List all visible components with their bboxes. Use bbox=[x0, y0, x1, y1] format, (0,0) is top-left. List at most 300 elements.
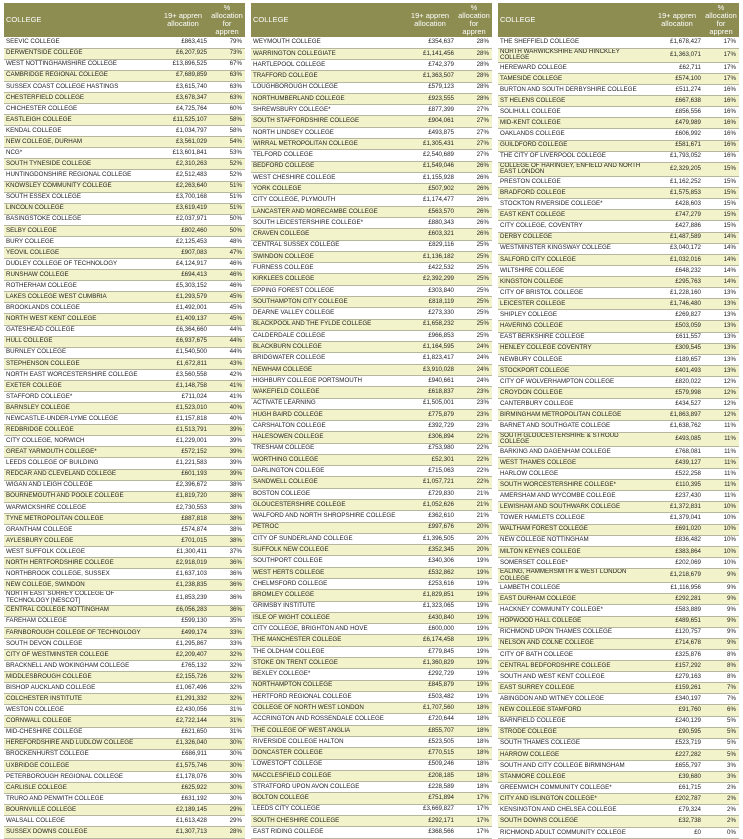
percent-cell: 44% bbox=[209, 325, 245, 336]
table-row bbox=[498, 727, 739, 738]
allocation-cell: £603,321 bbox=[404, 229, 456, 240]
percent-cell: 7% bbox=[703, 694, 739, 705]
percent-cell: 17% bbox=[703, 73, 739, 84]
allocation-cell: £507,902 bbox=[404, 184, 456, 195]
college-name-cell: GREENWICH COMMUNITY COLLEGE* bbox=[498, 783, 651, 794]
allocation-cell: £1,363,071 bbox=[651, 48, 703, 62]
percent-cell: 37% bbox=[209, 547, 245, 558]
table-row bbox=[4, 336, 245, 347]
allocation-cell: £4,725,764 bbox=[157, 103, 209, 114]
allocation-cell: £2,722,144 bbox=[157, 716, 209, 727]
table-row bbox=[251, 330, 492, 341]
college-name-cell: KNOWSLEY COMMUNITY COLLEGE bbox=[4, 181, 157, 192]
percent-cell: 32% bbox=[209, 694, 245, 705]
allocation-cell: £904,061 bbox=[404, 116, 456, 127]
college-name-cell: WIRRAL METROPOLITAN COLLEGE bbox=[251, 139, 404, 150]
college-name-cell: EALING, HAMMERSMITH & WEST LONDON COLLEGE bbox=[498, 568, 651, 582]
table-row bbox=[251, 353, 492, 364]
college-name-cell: EAST SURREY COLLEGE bbox=[498, 683, 651, 694]
percent-cell: 14% bbox=[703, 254, 739, 265]
percent-cell: 22% bbox=[456, 466, 492, 477]
allocation-cell: £1,487,589 bbox=[651, 232, 703, 243]
allocation-cell: £509,246 bbox=[404, 759, 456, 770]
allocation-cell: £2,263,640 bbox=[157, 181, 209, 192]
percent-cell: 2% bbox=[703, 783, 739, 794]
table-row bbox=[4, 605, 245, 616]
allocation-cell: £611,557 bbox=[651, 332, 703, 343]
percent-cell: 52% bbox=[209, 159, 245, 170]
percent-cell: 32% bbox=[209, 649, 245, 660]
college-name-cell: CENTRAL COLLEGE NOTTINGHAM bbox=[4, 605, 157, 616]
table-row bbox=[251, 533, 492, 544]
college-name-cell: SHREWSBURY COLLEGE* bbox=[251, 105, 404, 116]
college-name-cell: TRAFFORD COLLEGE bbox=[251, 71, 404, 82]
percent-cell: 17% bbox=[456, 793, 492, 804]
table-row bbox=[4, 170, 245, 181]
allocation-cell: £5,303,152 bbox=[157, 281, 209, 292]
allocation-cell: £887,818 bbox=[157, 513, 209, 524]
college-name-cell: NORTH WARWICKSHIRE AND HINCKLEY COLLEGE bbox=[498, 48, 651, 62]
allocation-header: 19+ appren allocation bbox=[157, 3, 209, 37]
allocation-cell: £1,523,010 bbox=[157, 403, 209, 414]
allocation-cell: £6,174,458 bbox=[404, 635, 456, 646]
college-name-cell: HUGH BAIRD COLLEGE bbox=[251, 409, 404, 420]
percent-cell: 54% bbox=[209, 137, 245, 148]
college-name-cell: BARKING AND DAGENHAM COLLEGE bbox=[498, 446, 651, 457]
percent-cell: 45% bbox=[209, 303, 245, 314]
percent-cell: 36% bbox=[209, 591, 245, 605]
allocation-cell: £292,281 bbox=[651, 594, 703, 605]
allocation-cell: £1,829,851 bbox=[404, 590, 456, 601]
college-name-cell: ABINGDON AND WITNEY COLLEGE bbox=[498, 694, 651, 705]
table-row bbox=[251, 477, 492, 488]
college-name-cell: SOUTH LEICESTERSHIRE COLLEGE* bbox=[251, 218, 404, 229]
table-row bbox=[251, 691, 492, 702]
table-row bbox=[498, 627, 739, 638]
percent-cell: 32% bbox=[209, 661, 245, 672]
college-name-cell: BURNLEY COLLEGE bbox=[4, 347, 157, 358]
allocation-cell: £1,863,897 bbox=[651, 410, 703, 421]
table-row bbox=[251, 454, 492, 465]
percent-cell: 27% bbox=[456, 116, 492, 127]
college-name-cell: STOCKTON RIVERSIDE COLLEGE* bbox=[498, 199, 651, 210]
college-name-cell: SOUTH AND CITY COLLEGE BIRMINGHAM bbox=[498, 760, 651, 771]
college-name-cell: DERBY COLLEGE bbox=[498, 232, 651, 243]
table-row bbox=[251, 736, 492, 747]
table-row bbox=[251, 398, 492, 409]
college-name-cell: RICHMOND UPON THAMES COLLEGE bbox=[498, 627, 651, 638]
table-row bbox=[4, 827, 245, 839]
percent-cell: 25% bbox=[456, 251, 492, 262]
college-name-cell: THE SHEFFIELD COLLEGE bbox=[498, 37, 651, 48]
percent-cell: 79% bbox=[209, 37, 245, 48]
table-row bbox=[251, 274, 492, 285]
college-name-cell: BARNFIELD COLLEGE bbox=[498, 716, 651, 727]
percent-cell: 17% bbox=[456, 815, 492, 826]
percent-cell: 25% bbox=[456, 240, 492, 251]
table-row bbox=[251, 319, 492, 330]
percent-cell: 13% bbox=[703, 354, 739, 365]
table-header-row bbox=[498, 3, 739, 37]
table-row bbox=[4, 236, 245, 247]
allocation-cell: £1,300,411 bbox=[157, 547, 209, 558]
allocation-cell: £1,057,721 bbox=[404, 477, 456, 488]
allocation-cell: £2,392,299 bbox=[404, 274, 456, 285]
percent-header: % allocation for appren bbox=[456, 3, 492, 37]
allocation-cell: £648,232 bbox=[651, 265, 703, 276]
table-row bbox=[251, 93, 492, 104]
allocation-cell: £765,132 bbox=[157, 661, 209, 672]
table-row bbox=[4, 480, 245, 491]
college-name-cell: TELFORD COLLEGE bbox=[251, 150, 404, 161]
allocation-cell: £1,218,679 bbox=[651, 568, 703, 582]
college-name-cell: GRIMSBY INSTITUTE bbox=[251, 601, 404, 612]
allocation-cell: £877,399 bbox=[404, 105, 456, 116]
college-name-cell: HIGHBURY COLLEGE PORTSMOUTH bbox=[251, 375, 404, 386]
table-row bbox=[498, 221, 739, 232]
college-name-cell: STAFFORD COLLEGE* bbox=[4, 392, 157, 403]
percent-cell: 14% bbox=[703, 243, 739, 254]
table-row bbox=[4, 181, 245, 192]
percent-cell: 19% bbox=[456, 657, 492, 668]
table-row bbox=[498, 277, 739, 288]
college-name-cell: STOKE ON TRENT COLLEGE bbox=[251, 657, 404, 668]
allocation-cell: £729,830 bbox=[404, 488, 456, 499]
college-name-cell: EAST RIDING COLLEGE bbox=[251, 827, 404, 839]
allocation-cell: £62,711 bbox=[651, 62, 703, 73]
percent-cell: 26% bbox=[456, 218, 492, 229]
percent-cell: 46% bbox=[209, 281, 245, 292]
table-row bbox=[498, 524, 739, 535]
percent-cell: 26% bbox=[456, 206, 492, 217]
percent-cell: 19% bbox=[456, 590, 492, 601]
table-row bbox=[4, 513, 245, 524]
percent-cell: 25% bbox=[456, 308, 492, 319]
allocation-cell: £599,130 bbox=[157, 616, 209, 627]
percent-cell: 28% bbox=[456, 60, 492, 71]
allocation-table-1 bbox=[4, 3, 245, 839]
percent-cell: 30% bbox=[209, 749, 245, 760]
table-row bbox=[4, 649, 245, 660]
allocation-cell: £1,707,560 bbox=[404, 703, 456, 714]
percent-cell: 30% bbox=[209, 794, 245, 805]
allocation-cell: £1,034,797 bbox=[157, 126, 209, 137]
table-row bbox=[4, 627, 245, 638]
percent-cell: 5% bbox=[703, 738, 739, 749]
percent-cell: 51% bbox=[209, 181, 245, 192]
table-row bbox=[498, 694, 739, 705]
percent-cell: 31% bbox=[209, 727, 245, 738]
college-name-cell: REDBRIDGE COLLEGE bbox=[4, 425, 157, 436]
table-row bbox=[4, 569, 245, 580]
table-row bbox=[251, 669, 492, 680]
college-name-cell: CHELMSFORD COLLEGE bbox=[251, 579, 404, 590]
table-row bbox=[498, 513, 739, 524]
allocation-cell: £13,601,841 bbox=[157, 148, 209, 159]
percent-cell: 63% bbox=[209, 81, 245, 92]
percent-cell: 15% bbox=[703, 221, 739, 232]
percent-cell: 38% bbox=[209, 491, 245, 502]
percent-cell: 20% bbox=[456, 522, 492, 533]
percent-cell: 9% bbox=[703, 568, 739, 582]
percent-cell: 26% bbox=[456, 229, 492, 240]
allocation-cell: £1,052,626 bbox=[404, 500, 456, 511]
college-name-cell: YORK COLLEGE bbox=[251, 184, 404, 195]
table-row bbox=[251, 793, 492, 804]
college-name-cell: SELBY COLLEGE bbox=[4, 225, 157, 236]
table-row bbox=[498, 48, 739, 62]
table-row bbox=[498, 232, 739, 243]
table-row bbox=[251, 635, 492, 646]
college-name-cell: PETROC bbox=[251, 522, 404, 533]
percent-cell: 25% bbox=[456, 330, 492, 341]
table-row bbox=[498, 410, 739, 421]
table-row bbox=[4, 92, 245, 103]
college-name-cell: BROOKLANDS COLLEGE bbox=[4, 303, 157, 314]
college-name-cell: SOUTH WORCESTERSHIRE COLLEGE* bbox=[498, 480, 651, 491]
allocation-cell: £1,307,713 bbox=[157, 827, 209, 839]
percent-cell: 46% bbox=[209, 259, 245, 270]
college-name-cell: COLLEGE OF HARINGEY, ENFIELD AND NORTH EAST LONDON bbox=[498, 162, 651, 176]
table-row bbox=[498, 502, 739, 513]
percent-cell: 19% bbox=[456, 567, 492, 578]
college-name-cell: FARNBOROUGH COLLEGE OF TECHNOLOGY bbox=[4, 627, 157, 638]
allocation-cell: £3,560,558 bbox=[157, 369, 209, 380]
allocation-cell: £11,525,107 bbox=[157, 115, 209, 126]
college-name-cell: SOUTH DOWNS COLLEGE bbox=[498, 816, 651, 827]
allocation-cell: £1,228,160 bbox=[651, 288, 703, 299]
allocation-cell: £1,032,016 bbox=[651, 254, 703, 265]
college-name-cell: CITY COLLEGE, NORWICH bbox=[4, 436, 157, 447]
allocation-cell: £1,178,076 bbox=[157, 771, 209, 782]
college-name-cell: NORTH EAST SURREY COLLEGE OF TECHNOLOGY [NESCOT] bbox=[4, 591, 157, 605]
college-name-cell: WEST CHESHIRE COLLEGE bbox=[251, 172, 404, 183]
college-name-cell: NEW COLLEGE STAMFORD bbox=[498, 705, 651, 716]
percent-cell: 26% bbox=[456, 161, 492, 172]
table-row bbox=[4, 469, 245, 480]
percent-cell: 10% bbox=[703, 546, 739, 557]
allocation-cell: £120,757 bbox=[651, 627, 703, 638]
allocation-cell: £1,291,332 bbox=[157, 694, 209, 705]
table-row bbox=[4, 347, 245, 358]
college-name-cell: EAST BERKSHIRE COLLEGE bbox=[498, 332, 651, 343]
percent-cell: 11% bbox=[703, 446, 739, 457]
allocation-cell: £655,797 bbox=[651, 760, 703, 771]
college-name-cell: SOUTH DEVON COLLEGE bbox=[4, 638, 157, 649]
allocation-cell: £618,837 bbox=[404, 387, 456, 398]
college-name-cell: CALDERDALE COLLEGE bbox=[251, 330, 404, 341]
table-row bbox=[4, 292, 245, 303]
table-row bbox=[498, 583, 739, 594]
table-row bbox=[251, 37, 492, 48]
college-name-cell: HULL COLLEGE bbox=[4, 336, 157, 347]
college-name-cell: MID-CHESHIRE COLLEGE bbox=[4, 727, 157, 738]
table-row bbox=[4, 270, 245, 281]
college-name-cell: LOUGHBOROUGH COLLEGE bbox=[251, 82, 404, 93]
allocation-cell: £855,707 bbox=[404, 725, 456, 736]
table-row bbox=[4, 738, 245, 749]
college-name-cell: CITY COLLEGE, COVENTRY bbox=[498, 221, 651, 232]
college-name-cell: CITY OF BRISTOL COLLEGE bbox=[498, 288, 651, 299]
percent-cell: 8% bbox=[703, 649, 739, 660]
college-name-cell: SOUTH TYNESIDE COLLEGE bbox=[4, 159, 157, 170]
percent-cell: 12% bbox=[703, 377, 739, 388]
percent-cell: 33% bbox=[209, 638, 245, 649]
table-row bbox=[4, 159, 245, 170]
table-row bbox=[4, 203, 245, 214]
allocation-cell: £907,083 bbox=[157, 247, 209, 258]
percent-cell: 60% bbox=[209, 103, 245, 114]
allocation-cell: £3,615,740 bbox=[157, 81, 209, 92]
allocation-cell: £6,937,675 bbox=[157, 336, 209, 347]
percent-cell: 16% bbox=[703, 151, 739, 162]
table-row bbox=[251, 759, 492, 770]
allocation-cell: £3,910,028 bbox=[404, 364, 456, 375]
table-row bbox=[498, 749, 739, 760]
table-row bbox=[498, 616, 739, 627]
allocation-cell: £2,209,407 bbox=[157, 649, 209, 660]
table-row bbox=[251, 680, 492, 691]
percent-cell: 14% bbox=[703, 277, 739, 288]
college-name-cell: WESTMINSTER KINGSWAY COLLEGE bbox=[498, 243, 651, 254]
percent-cell: 33% bbox=[209, 627, 245, 638]
allocation-cell: £240,129 bbox=[651, 716, 703, 727]
college-name-cell: CANTERBURY COLLEGE bbox=[498, 399, 651, 410]
percent-cell: 51% bbox=[209, 203, 245, 214]
table-row bbox=[251, 421, 492, 432]
table-row bbox=[498, 118, 739, 129]
table-row bbox=[251, 522, 492, 533]
table-row bbox=[251, 748, 492, 759]
percent-cell: 45% bbox=[209, 292, 245, 303]
allocation-cell: £523,719 bbox=[651, 738, 703, 749]
allocation-cell: £818,119 bbox=[404, 296, 456, 307]
allocation-cell: £1,157,818 bbox=[157, 414, 209, 425]
table-row bbox=[4, 369, 245, 380]
table-row bbox=[251, 500, 492, 511]
percent-cell: 3% bbox=[703, 760, 739, 771]
allocation-cell: £829,116 bbox=[404, 240, 456, 251]
allocation-cell: £493,875 bbox=[404, 127, 456, 138]
college-name-cell: ST HELENS COLLEGE bbox=[498, 96, 651, 107]
table-row bbox=[251, 296, 492, 307]
table-row bbox=[498, 96, 739, 107]
table-header-row bbox=[251, 3, 492, 37]
table-row bbox=[4, 547, 245, 558]
college-name-cell: HARLOW COLLEGE bbox=[498, 468, 651, 479]
college-name-cell: CITY OF WESTMINSTER COLLEGE bbox=[4, 649, 157, 660]
table-row bbox=[498, 794, 739, 805]
college-name-cell: GLOUCESTERSHIRE COLLEGE bbox=[251, 500, 404, 511]
allocation-cell: £1,505,001 bbox=[404, 398, 456, 409]
percent-cell: 28% bbox=[456, 48, 492, 59]
allocation-cell: £110,395 bbox=[651, 480, 703, 491]
allocation-cell: £1,823,417 bbox=[404, 353, 456, 364]
college-name-cell: SEEVIC COLLEGE bbox=[4, 37, 157, 48]
college-name-cell: BROCKENHURST COLLEGE bbox=[4, 749, 157, 760]
allocation-cell: £493,085 bbox=[651, 432, 703, 446]
table-row bbox=[498, 491, 739, 502]
allocation-cell: £1,162,252 bbox=[651, 177, 703, 188]
percent-cell: 31% bbox=[209, 705, 245, 716]
allocation-cell: £966,853 bbox=[404, 330, 456, 341]
table-row bbox=[498, 421, 739, 432]
percent-cell: 38% bbox=[209, 524, 245, 535]
allocation-cell: £273,330 bbox=[404, 308, 456, 319]
table-row bbox=[251, 567, 492, 578]
allocation-cell: £1,305,431 bbox=[404, 139, 456, 150]
percent-cell: 3% bbox=[703, 772, 739, 783]
allocation-cell: £1,363,507 bbox=[404, 71, 456, 82]
allocation-cell: £503,482 bbox=[404, 691, 456, 702]
college-name-cell: BRADFORD COLLEGE bbox=[498, 188, 651, 199]
college-name-cell: STEPHENSON COLLEGE bbox=[4, 358, 157, 369]
college-name-cell: SOUTH GLOUCESTERSHIRE & STROUD COLLEGE bbox=[498, 432, 651, 446]
college-name-cell: COLCHESTER INSTITUTE bbox=[4, 694, 157, 705]
allocation-cell: £753,980 bbox=[404, 443, 456, 454]
college-name-cell: BURTON AND SOUTH DERBYSHIRE COLLEGE bbox=[498, 85, 651, 96]
allocation-cell: £1,613,428 bbox=[157, 816, 209, 827]
percent-cell: 26% bbox=[456, 184, 492, 195]
table-row bbox=[4, 805, 245, 816]
allocation-cell: £368,566 bbox=[404, 827, 456, 839]
table-row bbox=[4, 672, 245, 683]
college-name-cell: HALESOWEN COLLEGE bbox=[251, 432, 404, 443]
college-name-cell: SWINDON COLLEGE bbox=[251, 251, 404, 262]
percent-cell: 9% bbox=[703, 605, 739, 616]
percent-cell: 9% bbox=[703, 583, 739, 594]
table-row bbox=[4, 358, 245, 369]
college-name-cell: BISHOP AUCKLAND COLLEGE bbox=[4, 683, 157, 694]
table-row bbox=[251, 139, 492, 150]
college-name-cell: HOPWOOD HALL COLLEGE bbox=[498, 616, 651, 627]
table-row bbox=[498, 672, 739, 683]
table-row bbox=[251, 409, 492, 420]
college-name-cell: CHICHESTER COLLEGE bbox=[4, 103, 157, 114]
percent-cell: 11% bbox=[703, 421, 739, 432]
percent-cell: 36% bbox=[209, 580, 245, 591]
allocation-cell: £292,171 bbox=[404, 815, 456, 826]
percent-cell: 10% bbox=[703, 524, 739, 535]
allocation-cell: £1,409,137 bbox=[157, 314, 209, 325]
table-row bbox=[498, 140, 739, 151]
allocation-cell: £845,879 bbox=[404, 680, 456, 691]
allocation-cell: £90,595 bbox=[651, 727, 703, 738]
college-name-cell: SALFORD CITY COLLEGE bbox=[498, 254, 651, 265]
percent-cell: 38% bbox=[209, 513, 245, 524]
percent-cell: 18% bbox=[456, 770, 492, 781]
allocation-cell: £720,644 bbox=[404, 714, 456, 725]
table-row bbox=[4, 716, 245, 727]
table-row bbox=[498, 738, 739, 749]
percent-cell: 24% bbox=[456, 364, 492, 375]
college-name-cell: NORTH WEST KENT COLLEGE bbox=[4, 314, 157, 325]
allocation-cell: £428,603 bbox=[651, 199, 703, 210]
college-name-cell: WAKEFIELD COLLEGE bbox=[251, 387, 404, 398]
percent-cell: 45% bbox=[209, 314, 245, 325]
table-row bbox=[251, 511, 492, 522]
percent-cell: 28% bbox=[209, 827, 245, 839]
table-row bbox=[498, 151, 739, 162]
percent-cell: 41% bbox=[209, 392, 245, 403]
table-row bbox=[251, 184, 492, 195]
college-name-cell: MID-KENT COLLEGE bbox=[498, 118, 651, 129]
percent-cell: 21% bbox=[456, 500, 492, 511]
college-name-cell: COLLEGE OF NORTH WEST LONDON bbox=[251, 703, 404, 714]
percent-cell: 26% bbox=[456, 172, 492, 183]
table-row bbox=[251, 218, 492, 229]
allocation-cell: £309,545 bbox=[651, 343, 703, 354]
